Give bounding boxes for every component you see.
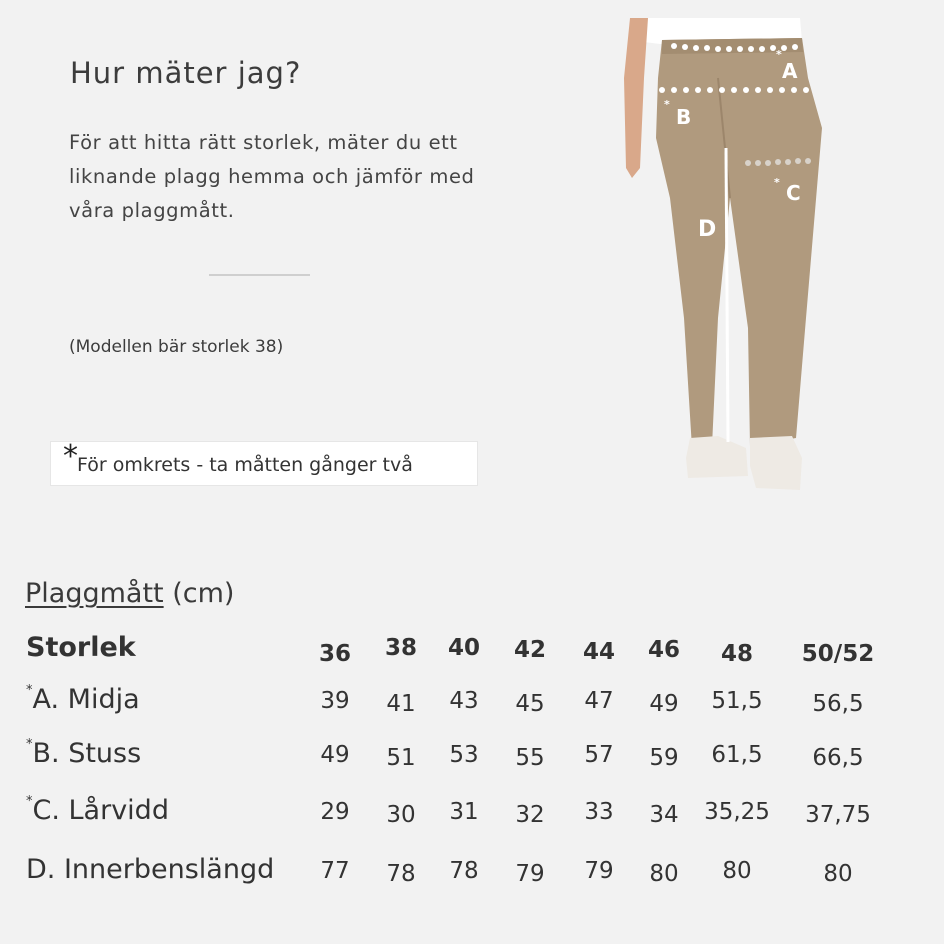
size-header-cell: 40	[447, 635, 481, 661]
model-size-note: (Modellen bär storlek 38)	[69, 337, 284, 357]
size-header-cell: 48	[720, 641, 754, 667]
measurement-value: 37,75	[805, 802, 871, 828]
measurement-value: 55	[515, 745, 545, 771]
table-heading-unit: (cm)	[172, 578, 235, 609]
measurement-value: 78	[386, 861, 416, 887]
pants-illustration	[600, 18, 840, 498]
label-c: C	[786, 181, 801, 205]
measurement-value: 45	[515, 691, 545, 717]
measurement-row-label	[26, 795, 169, 826]
size-header-cell: 38	[384, 635, 418, 661]
measurement-value: 61,5	[711, 742, 763, 768]
label-a-star: *	[776, 48, 782, 61]
measurement-name: B. Stuss	[32, 738, 142, 769]
measurement-value: 80	[649, 861, 679, 887]
measurement-value: 29	[320, 799, 350, 825]
label-c-star: *	[774, 176, 780, 189]
measurement-name: A. Midja	[32, 684, 140, 715]
measurement-row-label	[26, 684, 140, 715]
label-b: B	[676, 105, 692, 129]
label-d: D	[698, 217, 717, 242]
label-a: A	[782, 59, 798, 83]
measurement-name: C. Lårvidd	[32, 795, 169, 826]
measurement-value: 30	[386, 802, 416, 828]
measurement-name: D. Innerbenslängd	[26, 854, 275, 885]
size-row-label: Storlek	[26, 632, 136, 663]
asterisk: *	[26, 737, 33, 752]
model-photo	[600, 18, 840, 498]
measurement-row-label	[26, 738, 141, 769]
measurement-value: 32	[515, 802, 545, 828]
measurement-value: 79	[584, 858, 614, 884]
measurement-value: 57	[584, 742, 614, 768]
measurement-value: 78	[449, 858, 479, 884]
guide-intro: För att hitta rätt storlek, mäter du ett liknande plagg hemma och jämför med våra plaggmått.	[69, 131, 475, 222]
guide-title: Hur mäter jag?	[70, 56, 302, 90]
size-header-cell: 42	[513, 637, 547, 663]
measurement-value: 51	[386, 745, 416, 771]
asterisk: *	[26, 794, 33, 809]
size-header-cell: 36	[318, 641, 352, 667]
size-header-cell: 50/52	[801, 641, 875, 667]
measurement-value: 80	[722, 858, 752, 884]
measurement-value: 77	[320, 858, 350, 884]
circumference-note	[50, 441, 478, 486]
measurement-value: 49	[320, 742, 350, 768]
measurement-value: 39	[320, 688, 350, 714]
table-heading-title: Plaggmått	[25, 578, 164, 609]
asterisk: *	[63, 439, 78, 474]
measurement-value: 31	[449, 799, 479, 825]
measurement-value: 79	[515, 861, 545, 887]
label-b-star: *	[664, 98, 670, 111]
measurement-value: 34	[649, 802, 679, 828]
divider	[209, 274, 310, 276]
measurement-value: 59	[649, 745, 679, 771]
measurement-value: 47	[584, 688, 614, 714]
measurement-value: 41	[386, 691, 416, 717]
measurement-value: 33	[584, 799, 614, 825]
measurement-value: 35,25	[704, 799, 770, 825]
measurement-value: 51,5	[711, 688, 763, 714]
measurement-row-label	[26, 854, 274, 885]
measurement-value: 56,5	[812, 691, 864, 717]
size-header-cell: 46	[647, 637, 681, 663]
asterisk: *	[26, 683, 33, 698]
table-heading	[25, 578, 234, 609]
measurement-value: 49	[649, 691, 679, 717]
measurement-value: 66,5	[812, 745, 864, 771]
measurement-value: 53	[449, 742, 479, 768]
circumference-note-text: För omkrets - ta måtten gånger två	[77, 454, 413, 476]
measurement-value: 43	[449, 688, 479, 714]
size-header-cell: 44	[582, 639, 616, 665]
measurement-value: 80	[823, 861, 853, 887]
